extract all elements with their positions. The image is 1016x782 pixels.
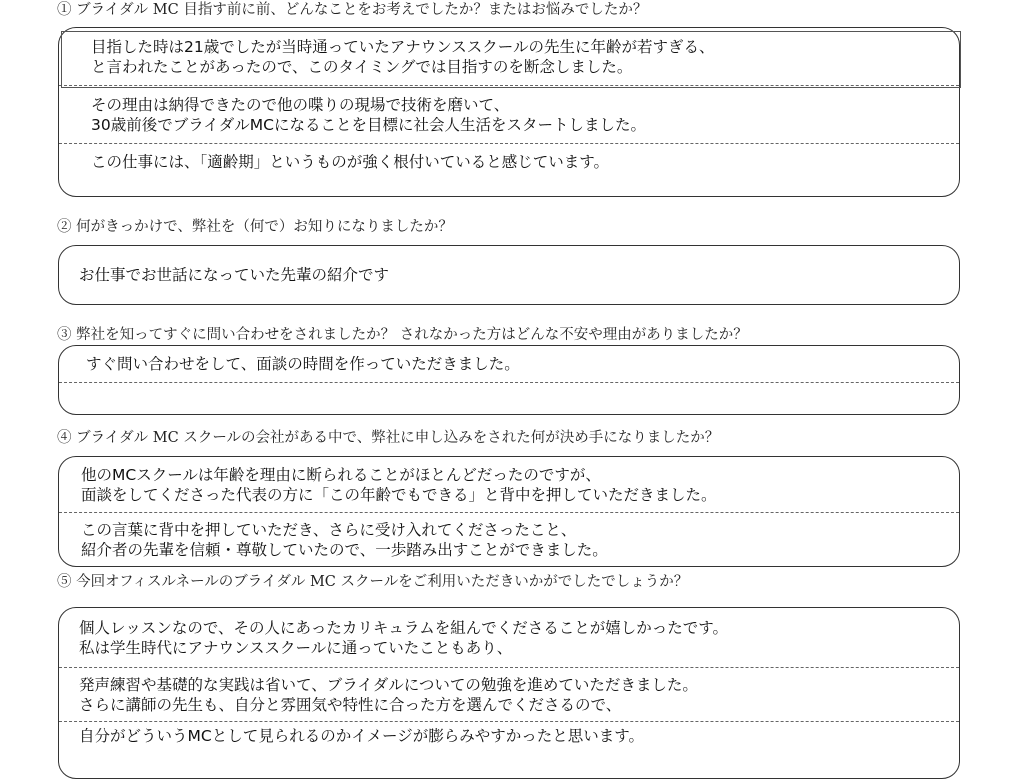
question-5-title: ⑤ 今回オフィスルネールのブライダル MC スクールをご利用いただきいかがでしたでしょうか？: [57, 574, 689, 590]
answer-box-4: [58, 456, 960, 567]
answer-box-2: [58, 245, 960, 305]
text-line: この言葉に背中を押していただき、さらに受け入れてくださったこと、: [81, 520, 577, 539]
question-2-title: ② 何がきっかけで、弊社を（何で）お知りになりましたか？: [57, 219, 453, 235]
question-1-title: ① ブライダル MC 目指す前に前、どんなことをお考えでしたか？またはお悩みでしたか？: [57, 2, 648, 18]
text-line: 個人レッスンなので、その人にあったカリキュラムを組んでくださることが嬉しかったです。: [79, 618, 728, 637]
answer-5-row-1: [59, 608, 959, 668]
answer-box-1: [58, 27, 960, 197]
answer-3-row-2: [59, 383, 959, 413]
text-line: お仕事でお世話になっていた先輩の紹介です: [79, 266, 390, 284]
text-line: すぐ問い合わせをして、面談の時間を作っていただきました。: [86, 355, 520, 373]
text-line: 紹介者の先輩を信頼・尊敬していたので、一歩踏み出すことができました。: [81, 540, 608, 559]
answer-4-row-1: [59, 457, 959, 513]
answer-5-row-2: [59, 668, 959, 722]
question-3-title: ③ 弊社を知ってすぐに問い合わせをされましたか？ されなかった方はどんな不安や理由がありましたか？: [57, 327, 748, 343]
answer-2-row-1: [59, 246, 959, 304]
text-line: この仕事には、「適齢期」というものが強く根付いていると感じています。: [91, 153, 610, 171]
answer-box-3: [58, 345, 960, 415]
answer-1-row-2: [59, 86, 959, 144]
text-line: 他のMCスクールは年齢を理由に断られることがほとんどだったのですが、: [81, 465, 601, 484]
text-line: 30歳前後でブライダルMCになることを目標に社会人生活をスタートしました。: [91, 115, 646, 134]
text-line: 私は学生時代にアナウンススクールに通っていたこともあり、: [79, 638, 513, 657]
text-line: 面談をしてくださった代表の方に「この年齢でもできる」と背中を押していただきました。: [81, 485, 717, 504]
text-line: さらに講師の先生も、自分と雰囲気や特性に合った方を選んでくださるので、: [79, 695, 622, 714]
answer-1-row-1: [59, 28, 959, 86]
text-line: 発声練習や基礎的な実践は省いて、ブライダルについての勉強を進めていただきました。: [79, 675, 698, 694]
text-line: 目指した時は21歳でしたが当時通っていたアナウンススクールの先生に年齢が若すぎる、: [91, 37, 715, 56]
answer-4-row-2: [59, 513, 959, 566]
answer-3-row-1: [59, 346, 959, 383]
text-line: その理由は納得できたので他の喋りの現場で技術を磨いて、: [91, 95, 510, 114]
answer-5-row-3: [59, 722, 959, 762]
text-line: 自分がどういうMCとして見られるのかイメージが膨らみやすかったと思います。: [79, 727, 644, 745]
answer-box-5: [58, 607, 960, 779]
question-4-title: ④ ブライダル MC スクールの会社がある中で、弊社に申し込みをされた何が決め手になりましたか？: [57, 430, 720, 446]
answer-1-row-3: [59, 144, 959, 184]
text-line: と言われたことがあったので、このタイミングでは目指すのを断念しました。: [91, 57, 633, 76]
